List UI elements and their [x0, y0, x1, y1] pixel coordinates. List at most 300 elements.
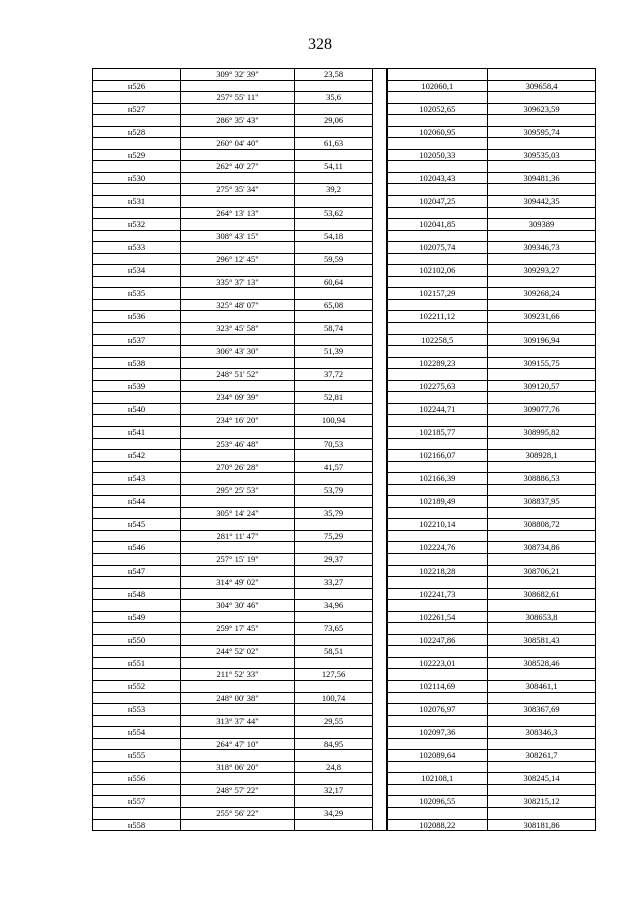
point-cell-empty: [93, 253, 181, 265]
x-cell-empty: [387, 299, 488, 311]
y-coordinate-cell: 308653,8: [488, 611, 596, 623]
column-gap: [373, 334, 387, 346]
angle-cell-empty: [181, 542, 295, 554]
y-coordinate-cell: 309442,35: [488, 196, 596, 208]
distance-cell-empty: [295, 588, 373, 600]
x-cell-empty: [387, 577, 488, 589]
direction-angle-cell: 296° 12' 45": [181, 253, 295, 265]
x-cell-empty: [387, 207, 488, 219]
y-coordinate-cell: 309658,4: [488, 80, 596, 92]
column-gap: [373, 103, 387, 115]
y-cell-empty: [488, 92, 596, 104]
direction-angle-cell: 248° 00' 38": [181, 692, 295, 704]
segment-row: [93, 346, 596, 358]
column-gap: [373, 253, 387, 265]
distance-cell-empty: [295, 611, 373, 623]
point-cell-empty: [93, 761, 181, 773]
y-cell-empty: [488, 392, 596, 404]
direction-angle-cell: 259° 17' 45": [181, 623, 295, 635]
x-coordinate-cell: 102210,14: [387, 519, 488, 531]
x-cell-empty: [387, 530, 488, 542]
distance-cell: 34,96: [295, 600, 373, 612]
angle-cell-empty: [181, 80, 295, 92]
point-row: [93, 172, 596, 184]
point-row: [93, 657, 596, 669]
column-gap: [373, 600, 387, 612]
point-name-cell: н547: [93, 565, 181, 577]
column-gap: [373, 219, 387, 231]
point-cell-empty: [93, 184, 181, 196]
segment-row: [93, 461, 596, 473]
y-coordinate-cell: 309077,76: [488, 403, 596, 415]
segment-row: [93, 369, 596, 381]
y-coordinate-cell: 308261,7: [488, 750, 596, 762]
x-cell-empty: [387, 553, 488, 565]
y-cell-empty: [488, 138, 596, 150]
distance-cell-empty: [295, 473, 373, 485]
point-name-cell: н526: [93, 80, 181, 92]
column-gap: [373, 473, 387, 485]
point-row: [93, 796, 596, 808]
column-gap: [373, 207, 387, 219]
y-coordinate-cell: 308528,46: [488, 657, 596, 669]
distance-cell-empty: [295, 242, 373, 254]
point-cell-empty: [93, 577, 181, 589]
direction-angle-cell: 264° 13' 13": [181, 207, 295, 219]
distance-cell: 37,72: [295, 369, 373, 381]
y-cell-empty: [488, 530, 596, 542]
point-row: [93, 588, 596, 600]
x-coordinate-cell: 102102,06: [387, 265, 488, 277]
point-name-cell: н536: [93, 311, 181, 323]
distance-cell: 29,37: [295, 553, 373, 565]
column-gap: [373, 819, 387, 831]
distance-cell-empty: [295, 680, 373, 692]
distance-cell-empty: [295, 172, 373, 184]
point-row: [93, 704, 596, 716]
x-coordinate-cell: 102224,76: [387, 542, 488, 554]
point-cell-empty: [93, 438, 181, 450]
distance-cell-empty: [295, 126, 373, 138]
point-name-cell: н534: [93, 265, 181, 277]
point-cell-empty: [93, 600, 181, 612]
y-coordinate-cell: 308734,86: [488, 542, 596, 554]
angle-cell-empty: [181, 704, 295, 716]
distance-cell: 52,81: [295, 392, 373, 404]
y-cell-empty: [488, 646, 596, 658]
x-cell-empty: [387, 392, 488, 404]
distance-cell-empty: [295, 357, 373, 369]
point-cell-empty: [93, 92, 181, 104]
y-coordinate-cell: 309623,59: [488, 103, 596, 115]
direction-angle-cell: 270° 26' 28": [181, 461, 295, 473]
point-row: [93, 426, 596, 438]
column-gap: [373, 530, 387, 542]
angle-cell-empty: [181, 819, 295, 831]
y-coordinate-cell: 309293,27: [488, 265, 596, 277]
x-coordinate-cell: 102289,23: [387, 357, 488, 369]
x-cell-empty: [387, 600, 488, 612]
point-name-cell: н548: [93, 588, 181, 600]
point-row: [93, 819, 596, 831]
column-gap: [373, 426, 387, 438]
point-row: [93, 103, 596, 115]
distance-cell: 29,55: [295, 715, 373, 727]
distance-cell-empty: [295, 565, 373, 577]
x-cell-empty: [387, 92, 488, 104]
distance-cell: 59,59: [295, 253, 373, 265]
x-cell-empty: [387, 369, 488, 381]
column-gap: [373, 161, 387, 173]
segment-row: [93, 161, 596, 173]
column-gap: [373, 808, 387, 820]
column-gap: [373, 553, 387, 565]
distance-cell-empty: [295, 796, 373, 808]
point-row: [93, 611, 596, 623]
y-cell-empty: [488, 738, 596, 750]
distance-cell: 53,62: [295, 207, 373, 219]
y-cell-empty: [488, 669, 596, 681]
x-cell-empty: [387, 184, 488, 196]
direction-angle-cell: 304° 30' 46": [181, 600, 295, 612]
column-gap: [373, 507, 387, 519]
distance-cell-empty: [295, 219, 373, 231]
point-name-cell: н546: [93, 542, 181, 554]
x-coordinate-cell: 102223,01: [387, 657, 488, 669]
point-name-cell: н537: [93, 334, 181, 346]
x-coordinate-cell: 102261,54: [387, 611, 488, 623]
x-cell-empty: [387, 738, 488, 750]
page-number: 328: [308, 36, 332, 53]
column-gap: [373, 392, 387, 404]
direction-angle-cell: 308° 43' 15": [181, 230, 295, 242]
column-gap: [373, 415, 387, 427]
column-gap: [373, 761, 387, 773]
column-gap: [373, 346, 387, 358]
y-coordinate-cell: 309389: [488, 219, 596, 231]
point-name-cell: н528: [93, 126, 181, 138]
column-gap: [373, 138, 387, 150]
column-gap: [373, 115, 387, 127]
distance-cell: 58,51: [295, 646, 373, 658]
x-cell-empty: [387, 230, 488, 242]
point-cell-empty: [93, 161, 181, 173]
x-coordinate-cell: 102088,22: [387, 819, 488, 831]
point-name-cell: н540: [93, 403, 181, 415]
point-name-cell: н539: [93, 380, 181, 392]
distance-cell: 35,79: [295, 507, 373, 519]
point-row: [93, 311, 596, 323]
angle-cell-empty: [181, 634, 295, 646]
point-row: [93, 288, 596, 300]
point-cell-empty: [93, 230, 181, 242]
segment-row: [93, 553, 596, 565]
y-cell-empty: [488, 415, 596, 427]
point-row: [93, 519, 596, 531]
column-gap: [373, 92, 387, 104]
segment-row: [93, 577, 596, 589]
angle-cell-empty: [181, 426, 295, 438]
y-cell-empty: [488, 784, 596, 796]
y-cell-empty: [488, 184, 596, 196]
column-gap: [373, 230, 387, 242]
point-name-cell: н556: [93, 773, 181, 785]
point-name-cell: н532: [93, 219, 181, 231]
point-name-cell: н530: [93, 172, 181, 184]
point-name-cell: н554: [93, 727, 181, 739]
x-coordinate-cell: 102166,07: [387, 450, 488, 462]
point-name-cell: н538: [93, 357, 181, 369]
point-cell-empty: [93, 669, 181, 681]
column-gap: [373, 403, 387, 415]
column-gap: [373, 784, 387, 796]
point-name-cell: н533: [93, 242, 181, 254]
x-cell-empty: [387, 808, 488, 820]
distance-cell: 100,94: [295, 415, 373, 427]
point-cell-empty: [93, 715, 181, 727]
segment-row: [93, 138, 596, 150]
distance-cell: 53,79: [295, 484, 373, 496]
x-cell-empty: [387, 161, 488, 173]
direction-angle-cell: 314° 49' 02": [181, 577, 295, 589]
distance-cell: 51,39: [295, 346, 373, 358]
point-name-cell: н545: [93, 519, 181, 531]
point-name-cell: н552: [93, 680, 181, 692]
distance-cell-empty: [295, 750, 373, 762]
angle-cell-empty: [181, 519, 295, 531]
angle-cell-empty: [181, 680, 295, 692]
x-cell-empty: [387, 761, 488, 773]
y-cell-empty: [488, 461, 596, 473]
direction-angle-cell: 257° 55' 11": [181, 92, 295, 104]
x-cell-empty: [387, 115, 488, 127]
segment-row: [93, 207, 596, 219]
direction-angle-cell: 234° 09' 39": [181, 392, 295, 404]
x-cell-empty: [387, 438, 488, 450]
x-coordinate-cell: 102041,85: [387, 219, 488, 231]
distance-cell-empty: [295, 403, 373, 415]
direction-angle-cell: 295° 25' 53": [181, 484, 295, 496]
distance-cell: 23,58: [295, 69, 373, 81]
column-gap: [373, 519, 387, 531]
x-coordinate-cell: 102258,5: [387, 334, 488, 346]
direction-angle-cell: 281° 11' 47": [181, 530, 295, 542]
direction-angle-cell: 313° 37' 44": [181, 715, 295, 727]
y-coordinate-cell: 309268,24: [488, 288, 596, 300]
x-coordinate-cell: 102114,69: [387, 680, 488, 692]
column-gap: [373, 715, 387, 727]
segment-row: [93, 530, 596, 542]
x-cell-empty: [387, 784, 488, 796]
x-cell-empty: [387, 669, 488, 681]
point-row: [93, 380, 596, 392]
y-coordinate-cell: 309595,74: [488, 126, 596, 138]
x-cell-empty: [387, 138, 488, 150]
angle-cell-empty: [181, 496, 295, 508]
column-gap: [373, 692, 387, 704]
table-body: [93, 69, 596, 831]
x-coordinate-cell: 102047,25: [387, 196, 488, 208]
point-row: [93, 450, 596, 462]
angle-cell-empty: [181, 450, 295, 462]
point-row: [93, 634, 596, 646]
column-gap: [373, 149, 387, 161]
angle-cell-empty: [181, 611, 295, 623]
column-gap: [373, 669, 387, 681]
y-cell-empty: [488, 761, 596, 773]
point-cell-empty: [93, 507, 181, 519]
y-coordinate-cell: 309155,75: [488, 357, 596, 369]
distance-cell: 70,53: [295, 438, 373, 450]
point-name-cell: н544: [93, 496, 181, 508]
angle-cell-empty: [181, 403, 295, 415]
boundary-coordinates-table: [92, 68, 596, 831]
x-coordinate-cell: 102157,29: [387, 288, 488, 300]
column-gap: [373, 773, 387, 785]
segment-row: [93, 415, 596, 427]
column-gap: [373, 172, 387, 184]
segment-row: [93, 808, 596, 820]
column-gap: [373, 450, 387, 462]
distance-cell: 24,8: [295, 761, 373, 773]
column-gap: [373, 577, 387, 589]
y-coordinate-cell: 308215,12: [488, 796, 596, 808]
column-gap: [373, 611, 387, 623]
point-name-cell: н557: [93, 796, 181, 808]
y-cell-empty: [488, 69, 596, 81]
distance-cell-empty: [295, 657, 373, 669]
distance-cell: 54,11: [295, 161, 373, 173]
segment-row: [93, 784, 596, 796]
point-cell-empty: [93, 784, 181, 796]
y-cell-empty: [488, 507, 596, 519]
point-row: [93, 334, 596, 346]
distance-cell-empty: [295, 311, 373, 323]
x-cell-empty: [387, 323, 488, 335]
angle-cell-empty: [181, 288, 295, 300]
x-cell-empty: [387, 253, 488, 265]
point-row: [93, 473, 596, 485]
y-cell-empty: [488, 299, 596, 311]
segment-row: [93, 669, 596, 681]
column-gap: [373, 323, 387, 335]
distance-cell: 35,6: [295, 92, 373, 104]
x-cell-empty: [387, 623, 488, 635]
x-cell-empty: [387, 276, 488, 288]
x-cell-empty: [387, 461, 488, 473]
point-row: [93, 357, 596, 369]
distance-cell: 39,2: [295, 184, 373, 196]
x-coordinate-cell: 102241,73: [387, 588, 488, 600]
direction-angle-cell: 260° 04' 40": [181, 138, 295, 150]
distance-cell: 32,17: [295, 784, 373, 796]
column-gap: [373, 680, 387, 692]
y-coordinate-cell: 309120,57: [488, 380, 596, 392]
point-cell-empty: [93, 323, 181, 335]
x-cell-empty: [387, 646, 488, 658]
distance-cell-empty: [295, 542, 373, 554]
point-name-cell: н543: [93, 473, 181, 485]
distance-cell: 127,56: [295, 669, 373, 681]
direction-angle-cell: 306° 43' 30": [181, 346, 295, 358]
point-row: [93, 126, 596, 138]
point-row: [93, 750, 596, 762]
column-gap: [373, 276, 387, 288]
y-cell-empty: [488, 577, 596, 589]
y-coordinate-cell: 308886,53: [488, 473, 596, 485]
distance-cell-empty: [295, 727, 373, 739]
y-coordinate-cell: 308808,72: [488, 519, 596, 531]
point-name-cell: н531: [93, 196, 181, 208]
column-gap: [373, 369, 387, 381]
segment-row: [93, 392, 596, 404]
point-cell-empty: [93, 369, 181, 381]
direction-angle-cell: 309° 32' 39": [181, 69, 295, 81]
x-coordinate-cell: 102275,63: [387, 380, 488, 392]
y-coordinate-cell: 308682,61: [488, 588, 596, 600]
angle-cell-empty: [181, 773, 295, 785]
angle-cell-empty: [181, 796, 295, 808]
direction-angle-cell: 244° 52' 02": [181, 646, 295, 658]
point-name-cell: н553: [93, 704, 181, 716]
point-cell-empty: [93, 415, 181, 427]
column-gap: [373, 565, 387, 577]
direction-angle-cell: 286° 35' 43": [181, 115, 295, 127]
point-row: [93, 403, 596, 415]
y-cell-empty: [488, 253, 596, 265]
y-cell-empty: [488, 808, 596, 820]
y-coordinate-cell: 308245,14: [488, 773, 596, 785]
point-cell-empty: [93, 623, 181, 635]
segment-row: [93, 115, 596, 127]
point-cell-empty: [93, 207, 181, 219]
x-coordinate-cell: 102052,65: [387, 103, 488, 115]
column-gap: [373, 588, 387, 600]
x-coordinate-cell: 102218,28: [387, 565, 488, 577]
angle-cell-empty: [181, 311, 295, 323]
angle-cell-empty: [181, 473, 295, 485]
point-row: [93, 496, 596, 508]
y-cell-empty: [488, 623, 596, 635]
angle-cell-empty: [181, 588, 295, 600]
y-coordinate-cell: 308461,1: [488, 680, 596, 692]
column-gap: [373, 796, 387, 808]
point-row: [93, 149, 596, 161]
x-coordinate-cell: 102211,12: [387, 311, 488, 323]
segment-row: [93, 69, 596, 81]
point-cell-empty: [93, 276, 181, 288]
x-cell-empty: [387, 484, 488, 496]
column-gap: [373, 461, 387, 473]
direction-angle-cell: 275° 35' 34": [181, 184, 295, 196]
direction-angle-cell: 305° 14' 24": [181, 507, 295, 519]
column-gap: [373, 727, 387, 739]
point-row: [93, 219, 596, 231]
y-cell-empty: [488, 346, 596, 358]
angle-cell-empty: [181, 103, 295, 115]
point-row: [93, 565, 596, 577]
point-name-cell: н541: [93, 426, 181, 438]
x-coordinate-cell: 102108,1: [387, 773, 488, 785]
y-cell-empty: [488, 230, 596, 242]
y-coordinate-cell: 308706,21: [488, 565, 596, 577]
y-cell-empty: [488, 715, 596, 727]
x-coordinate-cell: 102185,77: [387, 426, 488, 438]
y-cell-empty: [488, 553, 596, 565]
y-coordinate-cell: 308837,95: [488, 496, 596, 508]
segment-row: [93, 253, 596, 265]
direction-angle-cell: 323° 45' 58": [181, 323, 295, 335]
